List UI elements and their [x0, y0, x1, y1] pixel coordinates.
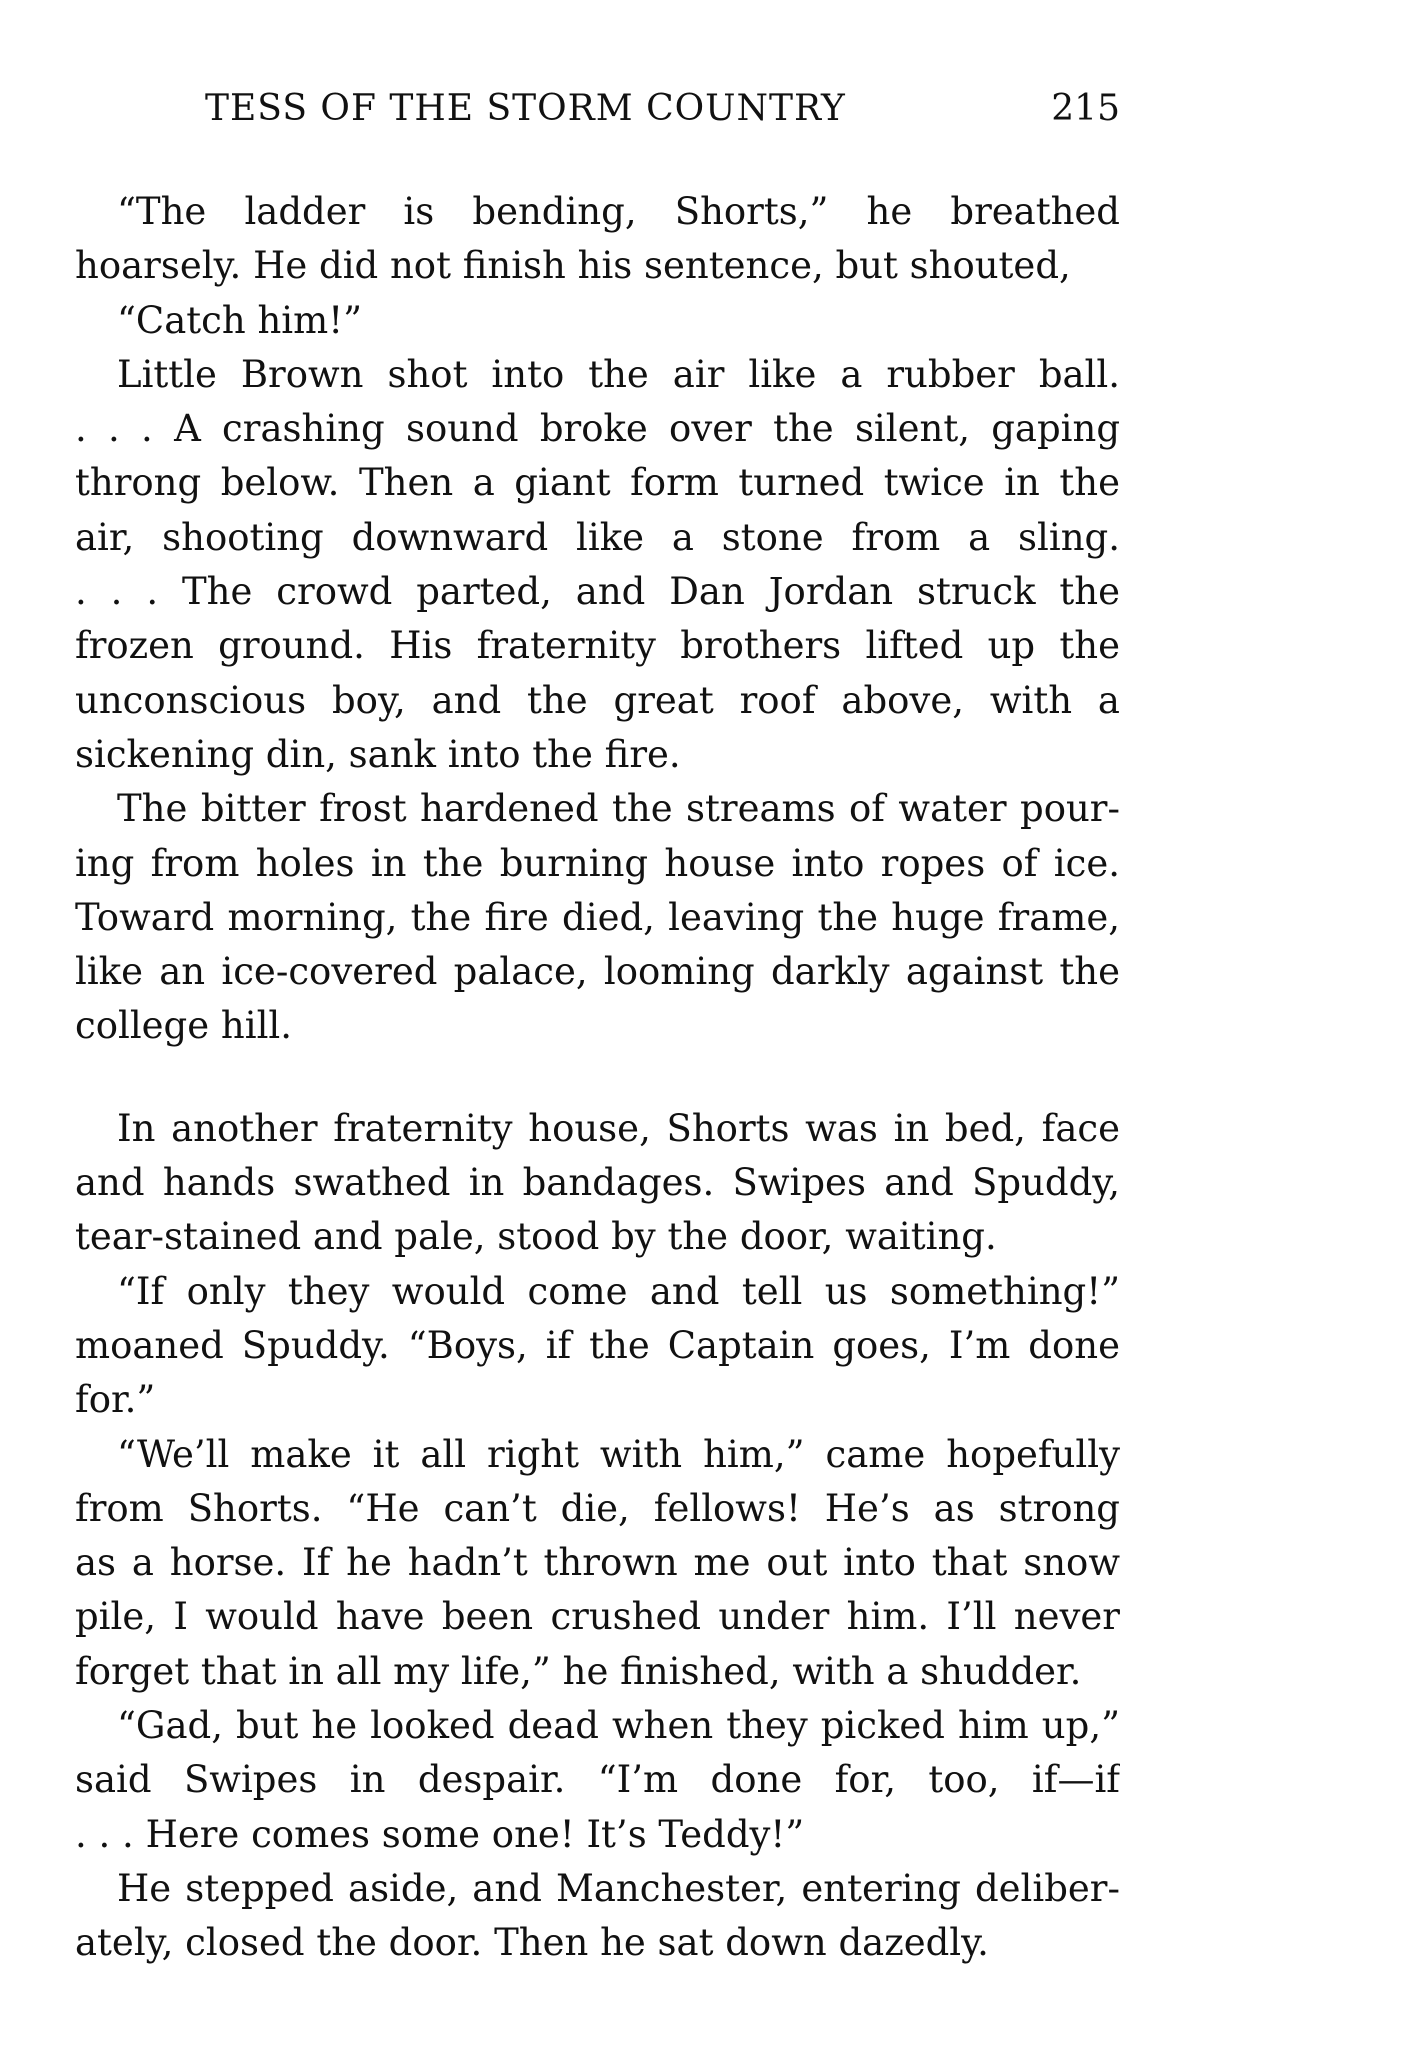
section-break: [75, 1054, 1120, 1102]
text-line: moaned Spuddy. “Boys, if the Captain goes, I’m done: [75, 1323, 1120, 1367]
text-line: ing from holes in the burning house into ropes of ice.: [75, 841, 1120, 885]
text-line: frozen ground. His fraternity brothers lifted up the: [75, 624, 1120, 668]
text-line: tear-stained and pale, stood by the door, waiting.: [75, 1215, 997, 1259]
text-line: In another fraternity house, Shorts was in bed, face: [117, 1106, 1120, 1150]
text-line: like an ice-covered palace, looming darkly against the: [75, 950, 1120, 994]
text-line: pile, I would have been crushed under him. I’ll never: [75, 1595, 1120, 1639]
text-line: “Catch him!”: [117, 298, 362, 342]
text-line: . . . The crowd parted, and Dan Jordan struck the: [75, 570, 1120, 614]
text-line: “If only they would come and tell us something!”: [117, 1269, 1120, 1313]
running-title: TESS OF THE STORM COUNTRY: [205, 88, 846, 129]
text-line: . . . A crashing sound broke over the silent, gaping: [75, 407, 1120, 451]
text-line: for.”: [75, 1378, 156, 1422]
text-line: . . . Here comes some one! It’s Teddy!”: [75, 1812, 805, 1856]
text-line: “We’ll make it all right with him,” came hopefully: [117, 1432, 1120, 1476]
text-line: said Swipes in despair. “I’m done for, too, if—if: [75, 1758, 1120, 1802]
text-line: unconscious boy, and the great roof above, with a: [75, 678, 1120, 722]
text-line: from Shorts. “He can’t die, fellows! He’s as strong: [75, 1486, 1120, 1530]
text-line: and hands swathed in bandages. Swipes and Spuddy,: [75, 1161, 1120, 1205]
text-line: “Gad, but he looked dead when they picked him up,”: [117, 1704, 1120, 1748]
body-text: [75, 185, 1120, 1971]
text-line: Little Brown shot into the air like a rubber ball.: [117, 352, 1120, 396]
page-number: 215: [1051, 88, 1120, 129]
text-line: ately, closed the door. Then he sat down dazedly.: [75, 1921, 989, 1965]
text-line: hoarsely. He did not finish his sentence, but shouted,: [75, 244, 1071, 288]
text-line: sickening din, sank into the fire.: [75, 732, 681, 776]
text-line: as a horse. If he hadn’t thrown me out into that snow: [75, 1541, 1120, 1585]
text-line: Toward morning, the fire died, leaving the huge frame,: [75, 895, 1120, 939]
page-header: [205, 88, 1120, 148]
text-line: The bitter frost hardened the streams of water pour-: [117, 787, 1120, 831]
text-section-fraternity-house: [75, 1102, 1120, 1971]
text-section-fire: [75, 185, 1120, 1054]
text-line: forget that in all my life,” he finished, with a shudder.: [75, 1649, 1082, 1693]
text-line: He stepped aside, and Manchester, entering deliber-: [117, 1866, 1120, 1910]
text-line: college hill.: [75, 1004, 292, 1048]
text-line: air, shooting downward like a stone from a sling.: [75, 515, 1120, 559]
text-line: “The ladder is bending, Shorts,” he breathed: [117, 190, 1120, 233]
text-line: throng below. Then a giant form turned twice in the: [75, 461, 1120, 505]
